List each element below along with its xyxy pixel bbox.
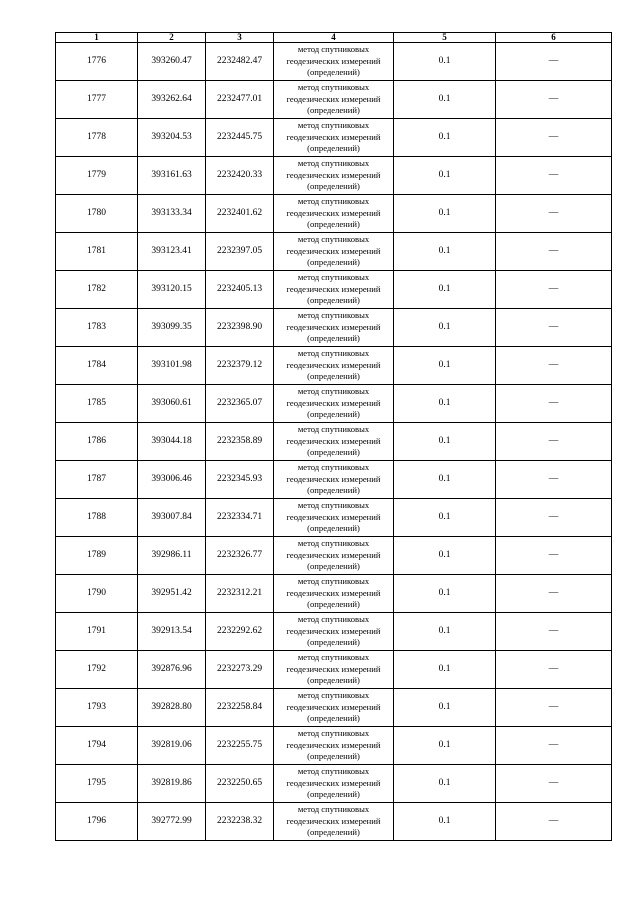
method-line: метод спутниковых [297,766,370,777]
coordinate-y-cell: 2232445.75 [206,119,274,157]
note-cell: — [496,765,612,803]
table-row [56,423,612,461]
method-line: (определений) [307,485,360,496]
point-number-cell: 1788 [56,499,138,537]
method-line: метод спутниковых [297,576,370,587]
coordinate-y-cell: 2232258.84 [206,689,274,727]
coordinate-y-cell: 2232326.77 [206,537,274,575]
coordinate-x-cell: 392913.54 [138,613,206,651]
precision-cell: 0.1 [394,803,496,841]
table-row [56,651,612,689]
precision-cell: 0.1 [394,157,496,195]
table-row [56,575,612,613]
coordinate-y-cell: 2232292.62 [206,613,274,651]
method-cell [274,385,394,423]
coordinate-x-cell: 393060.61 [138,385,206,423]
method-line: (определений) [307,447,360,458]
table-row [56,81,612,119]
method-cell [274,271,394,309]
method-line: геодезических измерений [286,549,381,560]
method-line: метод спутниковых [297,500,370,511]
method-line: метод спутниковых [297,196,370,207]
method-line: геодезических измерений [286,473,381,484]
method-line: (определений) [307,371,360,382]
coordinate-x-cell: 393101.98 [138,347,206,385]
coordinate-y-cell: 2232312.21 [206,575,274,613]
method-line: геодезических измерений [286,131,381,142]
coordinate-y-cell: 2232420.33 [206,157,274,195]
table-row [56,309,612,347]
precision-cell: 0.1 [394,43,496,81]
point-number-cell: 1783 [56,309,138,347]
method-line: метод спутниковых [297,652,370,663]
precision-cell: 0.1 [394,575,496,613]
method-line: метод спутниковых [297,614,370,625]
method-cell [274,233,394,271]
point-number-cell: 1792 [56,651,138,689]
note-cell: — [496,423,612,461]
point-number-cell: 1782 [56,271,138,309]
precision-cell: 0.1 [394,385,496,423]
coordinate-y-cell: 2232345.93 [206,461,274,499]
method-cell [274,651,394,689]
method-line: (определений) [307,675,360,686]
table-row [56,195,612,233]
precision-cell: 0.1 [394,423,496,461]
method-line: метод спутниковых [297,234,370,245]
method-line: геодезических измерений [286,435,381,446]
method-line: (определений) [307,599,360,610]
note-cell: — [496,385,612,423]
precision-cell: 0.1 [394,727,496,765]
table-row [56,499,612,537]
point-number-cell: 1781 [56,233,138,271]
coordinate-y-cell: 2232273.29 [206,651,274,689]
coordinate-x-cell: 393161.63 [138,157,206,195]
table-row [56,803,612,841]
note-cell: — [496,81,612,119]
coordinate-y-cell: 2232401.62 [206,195,274,233]
method-line: (определений) [307,523,360,534]
note-cell: — [496,271,612,309]
method-line: геодезических измерений [286,625,381,636]
coordinate-y-cell: 2232250.65 [206,765,274,803]
point-number-cell: 1779 [56,157,138,195]
method-cell [274,423,394,461]
header-col-1: 1 [56,33,138,43]
precision-cell: 0.1 [394,81,496,119]
precision-cell: 0.1 [394,765,496,803]
table-header [56,33,612,43]
method-line: (определений) [307,637,360,648]
method-line: метод спутниковых [297,690,370,701]
method-line: метод спутниковых [297,424,370,435]
coordinates-table [55,32,612,841]
coordinate-y-cell: 2232379.12 [206,347,274,385]
precision-cell: 0.1 [394,347,496,385]
note-cell: — [496,309,612,347]
method-line: геодезических измерений [286,739,381,750]
precision-cell: 0.1 [394,233,496,271]
method-line: геодезических измерений [286,55,381,66]
note-cell: — [496,537,612,575]
point-number-cell: 1776 [56,43,138,81]
method-line: метод спутниковых [297,538,370,549]
method-cell [274,727,394,765]
coordinate-x-cell: 393260.47 [138,43,206,81]
header-col-2: 2 [138,33,206,43]
coordinate-x-cell: 393123.41 [138,233,206,271]
method-line: метод спутниковых [297,310,370,321]
table-row [56,233,612,271]
method-line: (определений) [307,713,360,724]
note-cell: — [496,499,612,537]
note-cell: — [496,43,612,81]
method-cell [274,81,394,119]
method-line: геодезических измерений [286,207,381,218]
method-line: (определений) [307,295,360,306]
note-cell: — [496,689,612,727]
precision-cell: 0.1 [394,613,496,651]
note-cell: — [496,195,612,233]
table-row [56,689,612,727]
method-line: (определений) [307,827,360,838]
coordinate-x-cell: 393006.46 [138,461,206,499]
method-line: геодезических измерений [286,245,381,256]
coordinate-y-cell: 2232255.75 [206,727,274,765]
point-number-cell: 1786 [56,423,138,461]
method-cell [274,157,394,195]
note-cell: — [496,575,612,613]
method-cell [274,43,394,81]
header-col-6: 6 [496,33,612,43]
table-row [56,613,612,651]
method-line: (определений) [307,333,360,344]
method-line: геодезических измерений [286,321,381,332]
method-cell [274,803,394,841]
coordinate-x-cell: 392828.80 [138,689,206,727]
header-row [56,33,612,43]
precision-cell: 0.1 [394,119,496,157]
method-line: геодезических измерений [286,93,381,104]
method-line: (определений) [307,67,360,78]
coordinate-x-cell: 393133.34 [138,195,206,233]
table-row [56,765,612,803]
coordinate-x-cell: 392986.11 [138,537,206,575]
point-number-cell: 1785 [56,385,138,423]
point-number-cell: 1784 [56,347,138,385]
method-line: геодезических измерений [286,663,381,674]
coordinate-y-cell: 2232365.07 [206,385,274,423]
method-cell [274,461,394,499]
point-number-cell: 1789 [56,537,138,575]
header-col-5: 5 [394,33,496,43]
table-row [56,347,612,385]
table-row [56,385,612,423]
precision-cell: 0.1 [394,499,496,537]
point-number-cell: 1787 [56,461,138,499]
method-cell [274,195,394,233]
coordinate-x-cell: 392819.86 [138,765,206,803]
table-row [56,271,612,309]
coordinate-y-cell: 2232398.90 [206,309,274,347]
coordinate-x-cell: 393120.15 [138,271,206,309]
method-line: (определений) [307,751,360,762]
note-cell: — [496,233,612,271]
coordinate-y-cell: 2232334.71 [206,499,274,537]
method-line: (определений) [307,105,360,116]
method-line: геодезических измерений [286,359,381,370]
coordinate-x-cell: 392951.42 [138,575,206,613]
note-cell: — [496,347,612,385]
note-cell: — [496,461,612,499]
precision-cell: 0.1 [394,195,496,233]
table-row [56,461,612,499]
coordinate-x-cell: 393262.64 [138,81,206,119]
method-line: геодезических измерений [286,777,381,788]
point-number-cell: 1796 [56,803,138,841]
method-line: метод спутниковых [297,462,370,473]
method-line: геодезических измерений [286,815,381,826]
method-line: метод спутниковых [297,804,370,815]
method-line: метод спутниковых [297,728,370,739]
method-line: (определений) [307,181,360,192]
method-line: (определений) [307,257,360,268]
method-cell [274,765,394,803]
note-cell: — [496,157,612,195]
note-cell: — [496,613,612,651]
precision-cell: 0.1 [394,651,496,689]
note-cell: — [496,803,612,841]
coordinate-y-cell: 2232358.89 [206,423,274,461]
method-line: метод спутниковых [297,386,370,397]
method-line: метод спутниковых [297,158,370,169]
table-row [56,157,612,195]
coordinate-x-cell: 392876.96 [138,651,206,689]
coordinate-x-cell: 393044.18 [138,423,206,461]
coordinate-y-cell: 2232405.13 [206,271,274,309]
header-col-3: 3 [206,33,274,43]
table-row [56,537,612,575]
method-line: (определений) [307,143,360,154]
method-cell [274,119,394,157]
method-cell [274,613,394,651]
note-cell: — [496,727,612,765]
point-number-cell: 1778 [56,119,138,157]
coordinate-x-cell: 393007.84 [138,499,206,537]
method-line: (определений) [307,789,360,800]
precision-cell: 0.1 [394,461,496,499]
method-line: (определений) [307,409,360,420]
method-line: (определений) [307,219,360,230]
precision-cell: 0.1 [394,271,496,309]
method-cell [274,537,394,575]
precision-cell: 0.1 [394,537,496,575]
coordinate-y-cell: 2232482.47 [206,43,274,81]
point-number-cell: 1793 [56,689,138,727]
note-cell: — [496,651,612,689]
table-row [56,727,612,765]
table-body [56,43,612,841]
coordinate-y-cell: 2232238.32 [206,803,274,841]
method-cell [274,309,394,347]
coordinate-x-cell: 392819.06 [138,727,206,765]
coordinate-x-cell: 392772.99 [138,803,206,841]
coordinate-y-cell: 2232397.05 [206,233,274,271]
coordinate-y-cell: 2232477.01 [206,81,274,119]
method-cell [274,689,394,727]
method-line: (определений) [307,561,360,572]
point-number-cell: 1790 [56,575,138,613]
point-number-cell: 1795 [56,765,138,803]
method-cell [274,499,394,537]
method-line: геодезических измерений [286,701,381,712]
precision-cell: 0.1 [394,309,496,347]
point-number-cell: 1791 [56,613,138,651]
method-line: метод спутниковых [297,82,370,93]
method-line: геодезических измерений [286,587,381,598]
coordinate-x-cell: 393204.53 [138,119,206,157]
method-line: метод спутниковых [297,44,370,55]
table-row [56,43,612,81]
precision-cell: 0.1 [394,689,496,727]
point-number-cell: 1794 [56,727,138,765]
method-line: геодезических измерений [286,169,381,180]
method-line: геодезических измерений [286,283,381,294]
method-line: геодезических измерений [286,511,381,522]
header-col-4: 4 [274,33,394,43]
method-cell [274,575,394,613]
method-cell [274,347,394,385]
method-line: метод спутниковых [297,272,370,283]
table-row [56,119,612,157]
method-line: геодезических измерений [286,397,381,408]
point-number-cell: 1777 [56,81,138,119]
coordinate-x-cell: 393099.35 [138,309,206,347]
method-line: метод спутниковых [297,348,370,359]
note-cell: — [496,119,612,157]
method-line: метод спутниковых [297,120,370,131]
point-number-cell: 1780 [56,195,138,233]
